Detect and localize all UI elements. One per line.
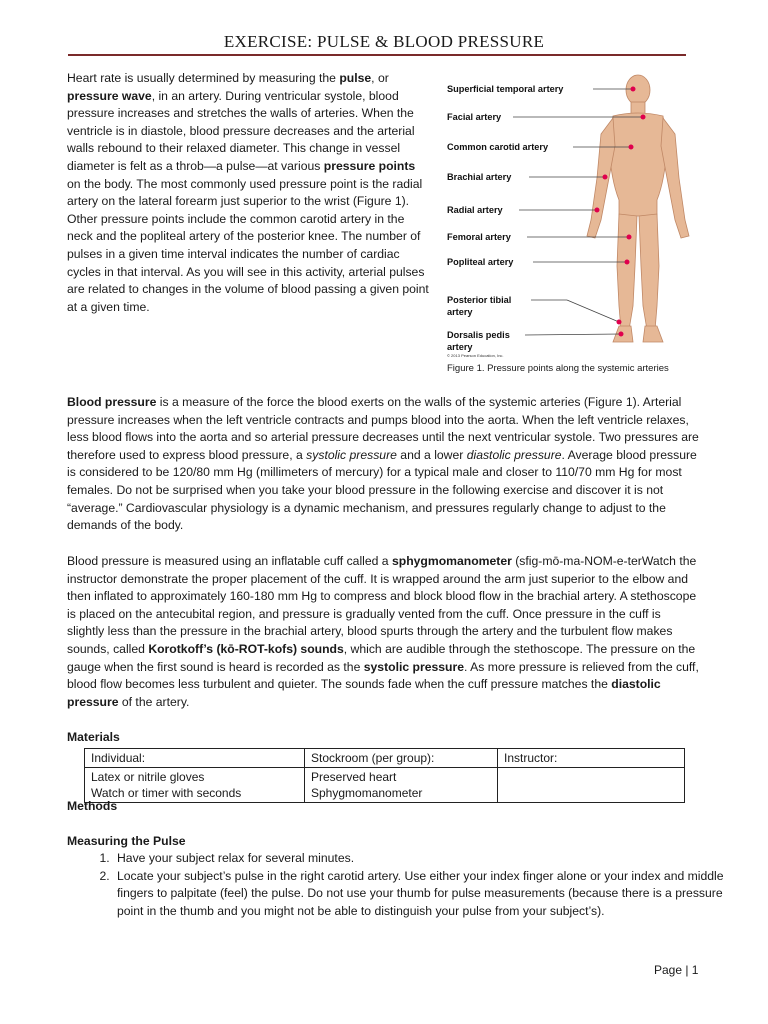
artery-labels — [447, 84, 564, 352]
bp1-text-3: . Average blood pressure is considered to be 120/80 mm Hg (millimeters of mercury) for a typical male and closer to 110/70 mm Hg for most females. Do not be surprised when you take your blood pressure in the following exercise and discover it is not “average.” Cardiovascular physiology is a dynamic mechanism, and pressures regularly change to adjust to the demands of the body. — [67, 447, 697, 533]
term-pressure-wave: pressure wave — [67, 88, 152, 103]
term-korotkoff-sounds: Korotkoff’s (kō-ROT-kofs) sounds — [148, 641, 344, 656]
label-dorsalis-pedis-2: artery — [447, 342, 473, 352]
intro-paragraph — [67, 70, 429, 316]
list-item: Watch or timer with seconds — [91, 786, 242, 800]
label-femoral: Femoral artery — [447, 232, 511, 242]
measurement-paragraph — [67, 553, 699, 711]
term-diastolic-pressure: diastolic pressure — [466, 447, 562, 462]
methods-heading: Methods — [67, 799, 118, 813]
bp2-text-5: of the artery. — [118, 694, 190, 709]
label-common-carotid: Common carotid artery — [447, 142, 549, 152]
term-pulse: pulse — [339, 71, 372, 85]
label-radial: Radial artery — [447, 205, 503, 215]
cell-instructor — [498, 768, 685, 803]
header-individual: Individual: — [85, 749, 305, 768]
term-systolic-pressure: systolic pressure — [306, 447, 397, 462]
label-posterior-tibial: Posterior tibial — [447, 295, 512, 305]
term-blood-pressure: Blood pressure — [67, 395, 157, 409]
term-diastolic: diastolic pressure — [67, 677, 661, 709]
page-number: Page | 1 — [654, 963, 699, 977]
bp2-text-1: Blood pressure is measured using an inflatable cuff called a — [67, 554, 392, 568]
term-sphygmomanometer: sphygmomanometer — [391, 554, 512, 568]
figure-copyright: © 2013 Pearson Education, Inc. — [447, 353, 504, 358]
materials-heading: Materials — [67, 730, 120, 744]
header-instructor: Instructor: — [498, 749, 685, 768]
label-dorsalis-pedis: Dorsalis pedis — [447, 330, 510, 340]
cell-individual — [85, 768, 305, 803]
blood-pressure-paragraph — [67, 394, 699, 535]
table-header-row — [85, 749, 685, 768]
header-stockroom: Stockroom (per group): — [305, 749, 498, 768]
intro-text-3: , in an artery. During ventricular systole, blood pressure increases and stretches the walls of arteries. When the ventricle is in diastole, blood pressure decreases and the arterial walls rebound to their relaxed diameter. This change in vessel diameter is felt as a throb—a pulse—at various — [67, 88, 415, 173]
label-facial: Facial artery — [447, 112, 502, 122]
list-item: Latex or nitrile gloves — [91, 770, 205, 784]
table-row — [85, 768, 685, 803]
intro-text-1: Heart rate is usually determined by measuring the — [67, 71, 340, 85]
cell-stockroom — [305, 768, 498, 803]
body-diagram — [443, 70, 713, 358]
term-systolic: systolic pressure — [363, 659, 465, 674]
figure-caption: Figure 1. Pressure points along the systemic arteries — [447, 363, 669, 374]
label-brachial: Brachial artery — [447, 172, 512, 182]
label-posterior-tibial-2: artery — [447, 307, 473, 317]
bp2-text-4: . As more pressure is relieved from the cuff, blood flow becomes less turbulent and quieter. The sounds fade when the cuff pressure matches the — [67, 659, 699, 692]
list-item: Preserved heart — [311, 770, 397, 784]
pressure-points-figure — [443, 70, 713, 358]
list-item: 2. Locate your subject’s pulse in the right carotid artery. Use either your index finger alone or your index and middle fingers to palpitate (feel) the pulse. Do not use your thumb for pulse measurements (because there is a pressure point in the thumb and you might not be able to distinguish your pulse from your subject’s). — [113, 868, 745, 921]
human-body — [587, 75, 689, 342]
measuring-pulse-heading: Measuring the Pulse — [67, 834, 186, 848]
bp1-text-1: is a measure of the force the blood exerts on the walls of the systemic arteries (Figure 1). Arterial pressure increases when the left ventricle contracts and pumps blood into the aorta. When the left ventricle relaxes, less blood flows into the aorta and so arterial pressure decreases until the next ventricular systole. Two pressures are therefore used to express blood pressure, a — [67, 395, 699, 462]
bp1-text-2: and a lower — [396, 447, 467, 462]
page-title: EXERCISE: PULSE & BLOOD PRESSURE — [223, 32, 545, 51]
label-superficial-temporal: Superficial temporal artery — [447, 84, 564, 94]
title-rule — [68, 54, 686, 56]
label-popliteal: Popliteal artery — [447, 257, 514, 267]
intro-text-2: , or — [371, 71, 389, 85]
bp2-text-3: , which are audible through the stethoscope. The pressure on the gauge when the first sound is heard is recorded as the — [67, 641, 696, 674]
intro-text-4: on the body. The most commonly used pressure point is the radial artery on the lateral forearm just superior to the wrist (Figure 1). Other pressure points include the common carotid artery in the neck and the popliteal artery of the posterior knee. The number of pulses in a given time interval indicates the number of cardiac cycles in that interval. As you will see in this activity, arterial pulses are related to changes in the volume of blood passing a given point at a given time. — [67, 176, 429, 314]
pulse-steps-list — [67, 850, 745, 920]
materials-table — [84, 748, 685, 803]
list-item: 1. Have your subject relax for several minutes. — [113, 850, 745, 868]
term-pressure-points: pressure points — [323, 158, 416, 173]
list-item: Sphygmomanometer — [311, 786, 423, 800]
bp2-text-2: (sfig-mō-ma-NOM-e-terWatch the instructor demonstrate the proper placement of the cuff. It is wrapped around the arm just superior to the elbow and then inflated to approximately 160-180 mm Hg to compress and block blood flow in the brachial artery. A stethoscope is placed on the antecubital region, and pressure is gradually vented from the cuff. Once pressure in the cuff is slightly less than the pressure in the brachial artery, blood spurts through the artery and the turbulent flow makes sounds, called — [67, 554, 697, 656]
